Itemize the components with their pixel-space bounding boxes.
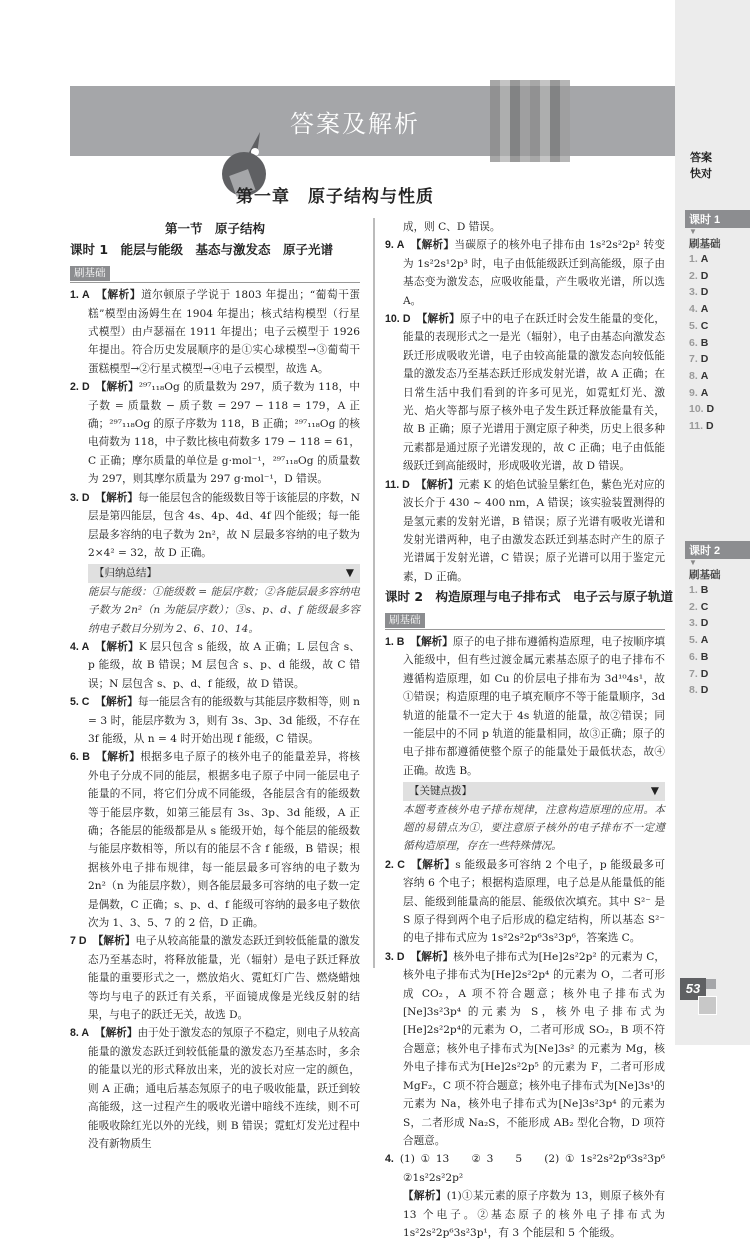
analysis-text: 由于处于激发态的氖原子不稳定，则电子从较高能量的激发态跃迁到较低能量的激发态乃至基态时，多余的能量以光的形式释放出来，光的波长对应一定的颜色，则 A 正确；通电后基态氖原子的电子吸收能量，跃迁到较高能级，这一过程产生的吸收光谱中暗线不连续，则不可能吸收除红光以外的光线，则 B 错误；霓虹灯发光过程中没有新物质生 [88, 1027, 361, 1150]
answer-item [385, 856, 665, 948]
analysis-text: s 能级最多可容纳 2 个电子，p 能级最多可容纳 6 个电子；根据构造原理，电子总是从能量低的能层、能级到能量高的能层、能级依次填充。其中 S²⁻ 是 S 原子得到两个电子后形成的稳定结构，所以基态 S²⁻ 的电子排布式应为 1s²2s²2p⁶3s²3p⁶，答案选 C。 [403, 858, 665, 945]
quick-answer-group-2 [685, 541, 750, 699]
analysis-label: 【解析】 [410, 635, 453, 648]
banner-edge [660, 86, 675, 156]
summary-toggle[interactable] [88, 564, 360, 582]
quick-answer [689, 666, 750, 683]
answer-number: 11. D [385, 478, 410, 491]
answer-number: 1. [689, 253, 698, 265]
triangle-down-icon: ▼ [345, 567, 354, 580]
answer-item [70, 286, 360, 378]
answer-list [385, 633, 665, 780]
quick-answer [689, 599, 750, 616]
answer-choice: D [700, 617, 709, 630]
quick-answer-sidebar [675, 0, 750, 1045]
analysis-label: 【解析】 [95, 1027, 138, 1040]
answer-item [385, 633, 665, 780]
answer-number: 7 D [70, 935, 87, 948]
keypoint-text: 本题考查核外电子排布规律，注意构造原理的应用。本题的易错点为①，要注意原子核外的电子排布不一定遵循构造原理，存在一些特殊情况。 [403, 803, 665, 853]
analysis-text: 当碳原子的核外电子排布由 1s²2s²2p² 转变为 1s²2s¹2p³ 时，电子由低能级跃迁到高能级，原子由基态变为激发态，应吸收能量，产生吸收光谱，所以选 A。 [403, 239, 666, 307]
analysis-label: 【解析】 [415, 478, 459, 491]
answer-number: 8. A [70, 1027, 90, 1040]
answer-item [70, 693, 360, 748]
answer-choice: C [700, 600, 709, 613]
answer-number: 6. B [70, 751, 90, 764]
quick-answer [689, 385, 750, 402]
analysis-text: 道尔顿原子学说于 1803 年提出；“葡萄干蛋糕”模型由汤姆生在 1904 年提出；核式结构模型（行星式模型）由卢瑟福在 1911 年提出；电子云模型于 1926 年提出。符合历史发展顺序的是①实心球模型→③葡萄干蛋糕模型→②行星式模型→④电子云模型，故选 A。 [88, 289, 361, 375]
answer-choice: B [700, 336, 709, 349]
summary-text: 能层与能级：①能级数 = 能层序数；②各能层最多容纳电子数为 2n²（n 为能层序数）；③s、p、d、f 能级最多容纳电子数目分别为 2、6、10、14。 [88, 585, 360, 635]
answer-choice: D [700, 269, 709, 282]
answer-number: 8. [689, 369, 698, 382]
answer-choice: D [700, 684, 709, 697]
answer-choice: C [700, 319, 709, 332]
quick-answer [689, 251, 750, 268]
answer-number: 3. D [385, 950, 405, 963]
answer-number: 4. A [70, 640, 90, 653]
answer-number: 10. [689, 403, 704, 416]
basic-label: 刷基础 [689, 238, 721, 250]
analysis-text: 每一能层含有的能级数与其能层序数相等，则 n = 3 时，能层序数为 3，则有 3s、3p、3d 能级，不存在 3f 能级，从 n = 4 时开始出现 f 能级，C 错误。 [88, 696, 360, 745]
basic-tag: 刷基础 [70, 264, 360, 283]
basic-tag: 刷基础 [385, 611, 665, 630]
answer-number: 2. [689, 269, 698, 282]
analysis-label: 【解析】 [92, 935, 136, 948]
answer-number: 3. [689, 286, 698, 299]
answer-number: 6. [689, 650, 698, 663]
answer-number: 1. A [70, 289, 90, 302]
answer-number: 5. [689, 634, 698, 647]
answer-number: 7. [689, 353, 698, 366]
analysis-label: 【解析】 [410, 950, 454, 963]
answer-item [385, 236, 665, 310]
answer-item [70, 378, 360, 488]
pixelated-image [490, 80, 570, 162]
keypoint-toggle[interactable] [403, 782, 665, 800]
quick-answer [689, 401, 750, 418]
analysis-text: 元素 K 的焰色试验呈紫红色，紫色光对应的波长介于 430 ~ 400 nm，A 错误；该实验装置测得的是氢元素的发射光谱，B 错误；原子光谱有吸收光谱和发射光谱两种，电子由激发态跃迁到基态时产生的原子光谱属于发射光谱，C 错误；原子光谱可以用于鉴定元素，D 正确。 [403, 478, 665, 583]
answer-number: 3. D [70, 491, 90, 504]
lesson-tab[interactable]: 课时 1 [685, 210, 750, 228]
analysis-label: 【解析】 [410, 858, 456, 871]
answer-item [70, 932, 360, 1024]
quick-answer [689, 268, 750, 285]
answer-list [70, 286, 360, 562]
answer-choice: D [706, 403, 715, 416]
answer-number: 4. [689, 303, 698, 316]
column-divider [373, 218, 375, 968]
answer-number: 1. [689, 584, 698, 596]
page-number: 53 [680, 978, 706, 1000]
triangle-down-icon: ▼ [650, 785, 659, 798]
lesson-title: 课时 2 构造原理与电子排布式 电子云与原子轨道 [385, 589, 674, 605]
answer-number: 2. D [70, 381, 90, 394]
answer-choice: A [700, 386, 709, 399]
section-title: 第一节 原子结构 [164, 221, 265, 236]
answer-choice: D [700, 286, 709, 299]
quick-answer [689, 335, 750, 352]
answer-number: 2. [689, 600, 698, 613]
answer-list [70, 638, 360, 1153]
answer-number: 7. [689, 667, 698, 680]
answer-item [70, 489, 360, 563]
analysis-label: 【解析】 [95, 696, 138, 709]
header-banner [70, 86, 660, 156]
answer-number: 9. [689, 386, 698, 399]
answer-number: 10. D [385, 313, 411, 326]
left-column [70, 218, 360, 1153]
answer-number: 6. [689, 336, 698, 349]
answer-list [385, 236, 665, 586]
keypoint-label: 【关键点拨】 [409, 785, 472, 798]
answer-number: 2. C [385, 858, 405, 871]
analysis-text: 原子中的电子在跃迁时会发生能量的变化，能量的表现形式之一是光（辐射），电子由基态向激发态跃迁形成吸收光谱，电子由较高能量的激发态向较低能量的激发态乃至基态跃迁形成发射光谱，故 A 正确；在日常生活中我们看到的许多可见光，如霓虹灯光、激光、焰火等都与原子核外电子发生跃迁释放能量有关，故 B 正确；原子光谱用于测定原子种类，历史上很多种元素都是通过原子光谱发现的，故 C 正确；电子由低能级跃迁到高能级时，形成吸收光谱，故 D 错误。 [403, 313, 665, 473]
right-column [385, 218, 676, 1242]
answer-number: 9. A [385, 239, 405, 252]
banner-title: 答案及解析 [290, 110, 420, 138]
answer-item [385, 476, 665, 586]
analysis-text: ²⁹⁷₁₁₈Og 的质量数为 297，质子数为 118，中子数 = 质量数 − 质子数 = 297 − 118 = 179，A 正确；²⁹⁷₁₁₈Og 的原子序数为 118，B 正确；²⁹⁷₁₁₈Og 的核电荷数为 118，中子数比核电荷数多 179 − 118 = 61，C 正确；摩尔质量的单位是 g·mol⁻¹，²⁹⁷₁₁₈Og 的质量数为 297，则其摩尔质量为 297 g·mol⁻¹，D 错误。 [88, 381, 360, 486]
quick-answer-group-1 [685, 210, 750, 435]
answer-choice: A [700, 369, 709, 382]
analysis-label: 【解析】 [95, 381, 139, 394]
lesson-title: 课时 1 能层与能级 基态与激发态 原子光谱 [70, 242, 334, 258]
triangle-down-icon: ▼ [689, 227, 697, 236]
answer-choice: A [700, 634, 709, 647]
quick-answer [689, 649, 750, 666]
analysis-label: 【解析】 [95, 289, 142, 302]
answer-choice: A [700, 253, 709, 265]
answer-choice: D [700, 667, 709, 680]
answer-number: 3. [689, 617, 698, 630]
continuation-text: 成，则 C、D 错误。 [403, 221, 501, 233]
answer-item [70, 1024, 360, 1153]
answer-number: 1. B [385, 635, 405, 648]
analysis-text: 电子从较高能量的激发态跃迁到较低能量的激发态乃至基态时，将释放能量，光（辐射）是电子跃迁释放能量的重要形式之一，燃放焰火、霓虹灯广告、燃烧蜡烛等均与电子的跃迁有关系，平面镜成像是光线反射的结果，与电子的跃迁无关，故选 D。 [88, 935, 360, 1022]
summary-label: 【归纳总结】 [94, 567, 157, 580]
quick-answer [689, 632, 750, 649]
analysis-label: 【解析】 [95, 751, 141, 764]
quick-answer [689, 582, 750, 599]
answer-item [70, 748, 360, 932]
answer-choice: D [705, 420, 714, 433]
quick-answer [689, 318, 750, 335]
quick-answer [689, 301, 750, 318]
quick-answer [689, 351, 750, 368]
quick-answer [689, 682, 750, 699]
answer-choice: A [700, 303, 709, 316]
answer-number: 4. [385, 1153, 394, 1166]
answer-number: 5. [689, 319, 698, 332]
answer-item [385, 948, 665, 1150]
answer-choice: B [700, 650, 709, 663]
analysis-text: 核外电子排布式为[He]2s²2p² 的元素为 C，核外电子排布式为[He]2s²2p⁴ 的元素为 O，二者可形成 CO₂，A 项不符合题意；核外电子排布式为[Ne]3s²3p⁴ 的元素为 S，核外电子排布式为[He]2s²2p⁴的元素为 O，二者可形成 SO₂，B 项不符合题意；核外电子排布式为[Ne]3s² 的元素为 Mg，核外电子排布式为[He]2s²2p⁵ 的元素为 F，二者可形成 MgF₂，C 项不符合题意；核外电子排布式为[Ne]3s¹的元素为 Na，核外电子排布式为[Ne]3s²3p⁴ 的元素为 S，二者形成 Na₂S，不能形成 AB₂ 型化合物，D 项符合题意。 [403, 950, 666, 1147]
analysis-label: 【解析】 [95, 491, 139, 504]
answer-list [385, 856, 676, 1187]
answer-item [385, 1150, 676, 1187]
decorative-square [706, 979, 716, 989]
answer-number: 5. C [70, 696, 90, 709]
quick-answer [689, 615, 750, 632]
quick-answer-title: 答案 快对 [690, 151, 712, 180]
analysis-label: 【解析】 [410, 239, 455, 252]
lesson-tab[interactable]: 课时 2 [685, 541, 750, 559]
answer-number: 11. [689, 420, 704, 433]
analysis-text: (1)①13 ②3 5 (2)①1s²2s²2p⁶3s²3p⁶ ②1s²2s²2p² [399, 1153, 676, 1184]
answer-choice: D [700, 353, 709, 366]
quick-answer [689, 284, 750, 301]
triangle-down-icon: ▼ [689, 558, 697, 567]
answer-item [70, 638, 360, 693]
analysis-text: K 层只包含 s 能级，故 A 正确；L 层包含 s、p 能级，故 B 错误；M 层包含 s、p、d 能级，故 C 错误；N 层包含 s、p、d、f 能级，故 D 错误。 [88, 640, 360, 690]
analysis-text: 根据多电子原子的核外电子的能量差异，将核外电子分成不同的能层，根据多电子原子中同一能层电子能量的不同，将它们分成不同能级，各能层含有的能级数等于能层序数，如第三能层有 3s、3p、3d 能级，A 正确；各能层的能级都是从 s 能级开始，每个能层的能级数与能层序数相等，所以有的能层不含 f 能级，B 错误；根据核外电子排布规律，每一能层最多可容纳的电子数为 2n²（n 为能层序数），则各能层最多可容纳的电子数一定是偶数，C 正确；s、p、d、f 能级可容纳的最多电子数依次为 1、3、5、7 的 2 倍，D 正确。 [88, 751, 360, 930]
answer-item [385, 310, 665, 476]
analysis-text: 原子的电子排布遵循构造原理，电子按顺序填入能级中，但有些过渡金属元素基态原子的电子排布不遵循构造原理，如 Cu 的价层电子排布为 3d¹⁰4s¹，故①错误；构造原理的电子填充顺序不等于能量顺序，3d 轨道的能量不一定大于 4s 轨道的能量，故②错误；同一能层中的不同 p 轨道的能量相同，故③正确；原子的电子排布都遵循使整个原子的能量处于最低状态，故④正确。故选 B。 [403, 635, 666, 777]
quick-answer [689, 368, 750, 385]
analysis-label: 【解析】 [416, 313, 460, 326]
answer-number: 8. [689, 684, 698, 697]
answer-choice: B [700, 584, 709, 596]
basic-label: 刷基础 [689, 569, 721, 581]
quick-answer [689, 418, 750, 435]
item4-analysis: 【解析】(1)①某元素的原子序数为 13，则原子核外有 13 个电子。②基态原子的核外电子排布式为 1s²2s²2p⁶3s²3p¹，有 3 个能层和 5 个能级。 [403, 1190, 666, 1239]
decorative-square [698, 996, 717, 1015]
analysis-text: 每一能层包含的能级数目等于该能层的序数，N 层是第四能层，包含 4s、4p、4d、4f 四个能级；每一能层最多容纳的电子数为 2n²，故 N 层最多容纳的电子数为 2×4² = 32，故 D 正确。 [88, 491, 360, 559]
chapter-title: 第一章 原子结构与性质 [236, 187, 434, 207]
analysis-label: 【解析】 [95, 640, 139, 653]
